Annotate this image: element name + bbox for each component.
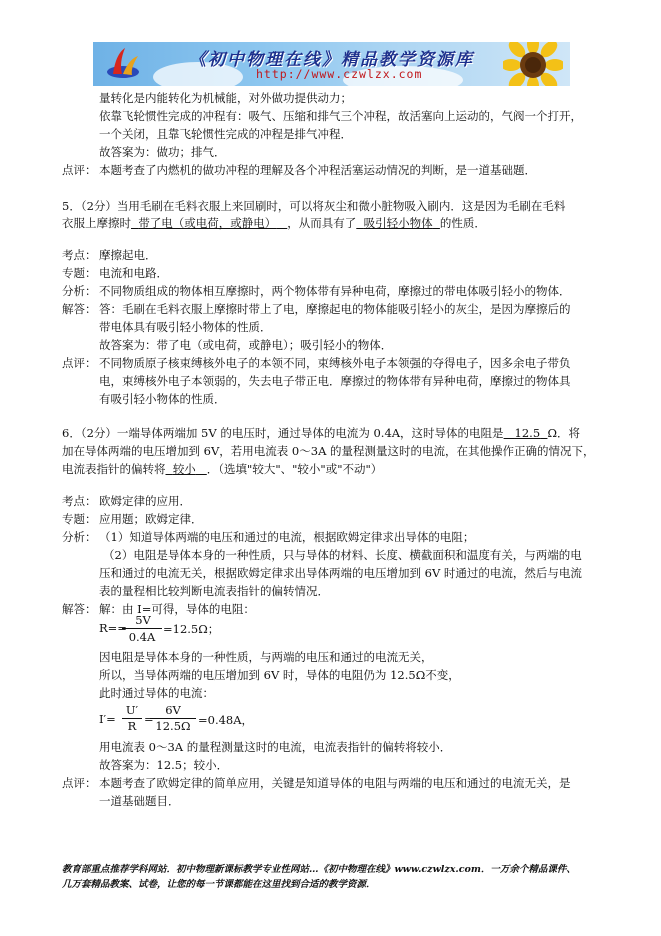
q5-stem-text: 的性质． — [439, 216, 486, 230]
q6-fenxi: （1）知道导体两端的电压和通过的电流，根据欧姆定律求出导体的电阻； — [99, 530, 475, 544]
eq1-denominator: 0.4A — [128, 630, 156, 644]
q6-jieda: 用电流表 0～3A 的量程测量这时的电流，电流表指针的偏转将较小． — [99, 740, 452, 754]
q6-fenxi-label: 分析： — [62, 530, 97, 544]
q5-blank-2 — [356, 216, 440, 230]
q5-stem-text: ，从而具有了 — [287, 216, 357, 230]
q5-blank-2-answer: 吸引轻小物体 — [363, 216, 433, 230]
banner-title: 《初中物理在线》精品教学资源库 — [189, 50, 474, 70]
q6-answer: 故答案为：12.5；较小． — [99, 758, 229, 772]
eq2-numerator-1: U′ — [125, 703, 139, 717]
sunflower-icon — [503, 42, 563, 86]
q5-stem-line2 — [62, 216, 486, 231]
q6-stem-text: 6．（2分）一端导体两端加 5V 的电压时，通过导体的电流为 0.4A，这时导体的电阻是 — [62, 426, 504, 440]
q4-analysis-line: 量转化是内能转化为机械能，对外做功提供动力； — [99, 91, 352, 105]
q5-stem: 5．（2分）当用毛刷在毛料衣服上来回刷时，可以将灰尘和微小脏物吸入刷内．这是因为毛刷在毛料 — [62, 199, 566, 213]
q4-analysis-line: 一个关闭，且靠飞轮惯性完成的冲程是排气冲程． — [99, 127, 352, 141]
q5-comment: 电，束缚核外电子本领弱的，失去电子带正电．摩擦过的物体带有异种电荷，摩擦过的物体具 — [99, 374, 571, 388]
q5-comment-label: 点评： — [62, 356, 97, 370]
q6-comment: 本题考查了欧姆定律的简单应用，关键是知道导体的电阻与两端的电压和通过的电流无关，是 — [99, 776, 571, 790]
q6-blank-2 — [166, 462, 207, 476]
q6-jieda: 解：由 I=可得，导体的电阻： — [99, 602, 255, 616]
site-logo-icon — [105, 46, 143, 82]
q5-fenxi: 不同物质组成的物体相互摩擦时，两个物体带有异种电荷，摩擦过的带电体吸引轻小的物体． — [99, 284, 571, 298]
q5-jieda-label: 解答： — [62, 302, 97, 316]
q6-blank-1-answer: 12.5 — [514, 426, 541, 440]
q5-blank-1-answer: 带了电（或电荷，或静电） — [138, 216, 277, 230]
q6-stem-text: 电流表指针的偏转将 — [62, 462, 166, 476]
q6-jieda-label: 解答： — [62, 602, 97, 616]
q6-kaodian: 欧姆定律的应用． — [99, 494, 191, 508]
eq1-lhs: R== — [99, 621, 127, 635]
eq1-rhs: =12.5Ω； — [163, 622, 220, 636]
q5-blank-1 — [131, 216, 287, 230]
q6-fenxi: （2）电阻是导体本身的一种性质，只与导体的材料、长度、横截面积和温度有关，与两端的电 — [103, 548, 582, 562]
q6-stem-line3 — [62, 462, 382, 477]
q4-comment-label: 点评： — [62, 163, 97, 177]
q6-fenxi: 压和通过的电流无关，根据欧姆定律求出导体两端的电压增加到 6V 时通过的电流，然后与电流 — [99, 566, 582, 580]
q6-stem-line1 — [62, 426, 580, 441]
q5-zhuanti-label: 专题： — [62, 266, 97, 280]
footer-line: 几万套精品教案、试卷，让您的每一节课都能在这里找到合适的教学资源． — [62, 879, 376, 890]
q5-zhuanti: 电流和电路． — [99, 266, 168, 280]
q6-blank-2-answer: 较小 — [172, 462, 196, 476]
q4-comment: 本题考查了内燃机的做功冲程的理解及各个冲程活塞运动情况的判断，是一道基础题． — [99, 163, 536, 177]
banner-url: http://www.czwlzx.com — [256, 67, 423, 81]
q5-fenxi-label: 分析： — [62, 284, 97, 298]
q6-comment-label: 点评： — [62, 776, 97, 790]
eq1-fraction-bar — [122, 628, 162, 629]
q5-kaodian: 摩擦起电． — [99, 248, 157, 262]
q5-stem-text: 衣服上摩擦时 — [62, 216, 131, 230]
eq2-denominator-1: R — [127, 719, 137, 733]
q4-answer: 故答案为：做功；排气． — [99, 145, 226, 159]
eq2-equals: = — [144, 712, 154, 726]
eq2-lhs: I′= — [99, 712, 116, 726]
q6-blank-1 — [504, 426, 548, 440]
q6-stem-text: ．（选填"较大"、"较小"或"不动"） — [206, 462, 383, 476]
q6-stem: 加在导体两端的电压增加到 6V，若用电流表 0～3A 的量程测量这时的电流，在其他操作正确的情况下， — [62, 444, 595, 458]
q5-kaodian-label: 考点： — [62, 248, 97, 262]
q5-comment: 不同物质原子核束缚核外电子的本领不同，束缚核外电子本领强的夺得电子，因多余电子带负 — [99, 356, 571, 370]
q5-jieda: 带电体具有吸引轻小物体的性质． — [99, 320, 272, 334]
q6-jieda: 此时通过导体的电流： — [99, 686, 214, 700]
q4-analysis-line: 依靠飞轮惯性完成的冲程有：吸气、压缩和排气三个冲程，故活塞向上运动的，气阀一个打开， — [99, 109, 582, 123]
q6-jieda: 所以，当导体两端的电压增加到 6V 时，导体的电阻仍为 12.5Ω不变， — [99, 668, 460, 682]
header-banner — [93, 42, 570, 86]
eq2-numerator-2: 6V — [165, 703, 181, 717]
q6-fenxi: 表的量程相比较判断电流表指针的偏转情况． — [99, 584, 329, 598]
q5-comment: 有吸引轻小物体的性质． — [99, 392, 226, 406]
q6-comment: 一道基础题目． — [99, 794, 180, 808]
eq2-rhs: =0.48A， — [198, 713, 254, 727]
q5-answer: 故答案为：带了电（或电荷，或静电）；吸引轻小的物体． — [99, 338, 393, 352]
eq2-denominator-2: 12.5Ω — [155, 719, 191, 733]
q6-zhuanti: 应用题；欧姆定律． — [99, 512, 203, 526]
q6-kaodian-label: 考点： — [62, 494, 97, 508]
eq1-numerator: 5V — [135, 613, 151, 627]
q6-zhuanti-label: 专题： — [62, 512, 97, 526]
q5-jieda: 答：毛刷在毛料衣服上摩擦时带上了电，摩擦起电的物体能吸引轻小的灰尘，是因为摩擦后的 — [99, 302, 571, 316]
page-footer — [62, 862, 576, 892]
q6-jieda: 因电阻是导体本身的一种性质，与两端的电压和通过的电流无关， — [99, 650, 433, 664]
q6-stem-text: Ω．将 — [547, 426, 580, 440]
footer-line: 教育部重点推荐学科网站．初中物理新课标教学专业性网站…《初中物理在线》www.czwlzx.com．一万余个精品课件、 — [62, 864, 576, 875]
